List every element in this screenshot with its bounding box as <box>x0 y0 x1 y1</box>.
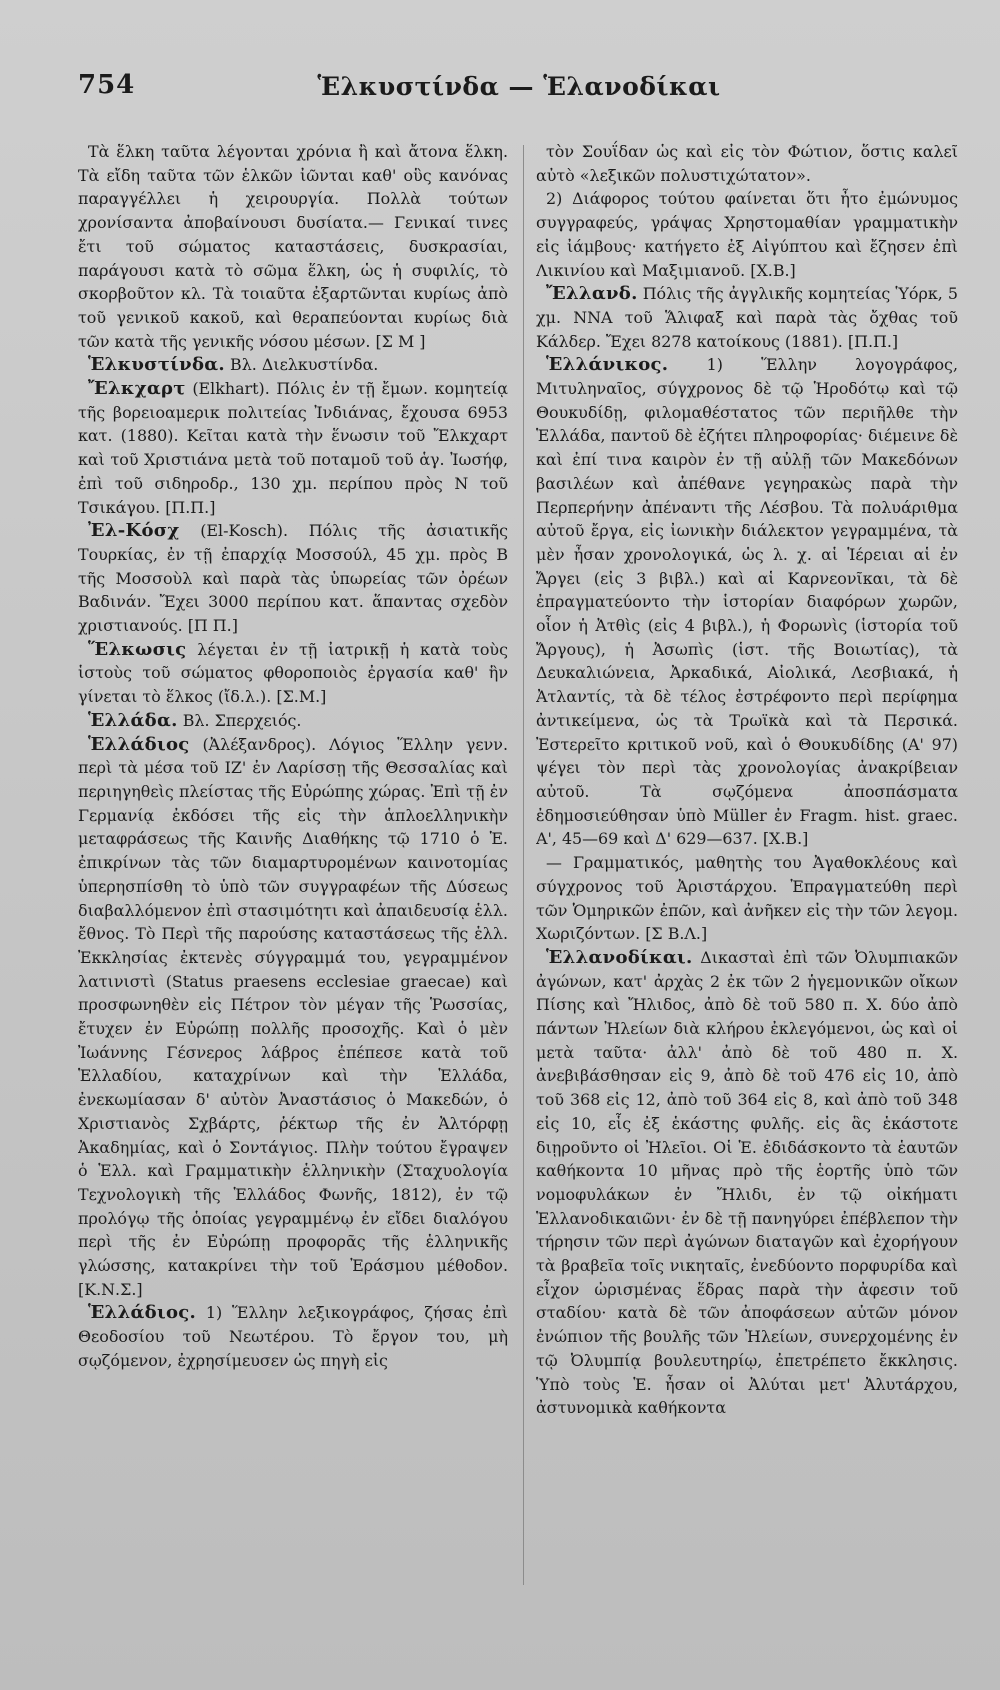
entry-headword: Ἕλκωσις <box>88 638 187 660</box>
entry-text: Πόλις τῆς ἀγγλικῆς κομητείας Ὑόρκ, 5 χμ. ΝΝΑ τοῦ Ἅλιφαξ καὶ παρὰ τὰς ὄχθας τοῦ Κάλδερ. Ἔχει 8278 κατοίκους (1881). <box>536 284 958 351</box>
entry-text: (El-Kosch). Πόλις τῆς ἀσιατικῆς Τουρκίας, ἐν τῇ ἐπαρχίᾳ Μοσσούλ, 45 χμ. πρὸς Β τῆς Μοσσοὺλ καὶ παρὰ τὰς ὑπωρείας τῶν ὀρέων Βαδινάν. Ἔχει 3000 περίπου κατ. ἅπαντας σχεδὸν χριστιανούς. <box>78 521 508 636</box>
entry-signature: [Π.Π.] <box>165 497 216 517</box>
page-header <box>78 70 960 110</box>
dictionary-entry <box>536 282 958 353</box>
dictionary-entry <box>78 1301 508 1372</box>
entry-headword: Ἑλλάδιος <box>88 733 190 755</box>
entry-signature: [Π.Π.] <box>847 331 899 351</box>
entry-signature: [Σ.Μ.] <box>276 687 327 707</box>
entry-text: (Ἀλέξανδρος). Λόγιος Ἕλλην γενν. περὶ τὰ μέσα τοῦ ΙΖ' ἐν Λαρίσσῃ τῆς Θεσσαλίας καὶ περιηγηθεὶς πλείστας τῆς Εὐρώπης χώρας. Ἐπὶ τῇ ἐν Γερμανίᾳ ἐκδόσει τῆς εἰς τὴν ἁπλοελληνικὴν μεταφράσεως τῆς Καινῆς Διαθήκης τῷ 1710 ὁ Ἑ. ἐπικρίνων τὰς τῶν διαμαρτυρομένων καινοτομίας ὑπερησπίσθη τὸ ὑπὸ τῶν συγγραφέων τῆς Δύσεως διαβαλλόμενον ἐπὶ στασιμότητι καὶ ἀπαιδευσίᾳ ἑλλ. ἔθνος. Τὸ Περὶ τῆς παρούσης καταστάσεως τῆς ἑλλ. Ἐκκλησίας ἐκτενὲς σύγγραμμά του, γεγραμμένον λατινιστὶ (Status praesens ecclesiae graecae) καὶ προσφωνηθὲν εἰς Πέτρον τὸν μέγαν τῆς Ῥωσσίας, ἔτυχεν ἐν Εὐρώπῃ πολλῆς προσοχῆς. Καὶ ὁ μὲν Ἰωάννης Γέσνερος λάβρος ἐπέπεσε κατὰ τοῦ Ἑλλαδίου, καταχρίνων καὶ τὴν Ἑλλάδα, ἐνεκωμίασαν δ' αὐτὸν Ἀναστάσιος ὁ Μακεδών, ὁ Χριστιανὸς Σχβάρτς, ῥέκτωρ τῆς ἐν Ἀλτόρφῃ Ἀκαδημίας, καὶ ὁ Σοντάγιος. Πλὴν τούτου ἔγραψεν ὁ Ἑλλ. καὶ Γραμματικὴν ἑλληνικὴν (Σταχυολογία Τεχνολογικὴ τῆς Ἑλλάδος Φωνῆς, 1812), ἐν τῷ προλόγῳ τῆς ὁποίας γεγραμμένῳ ἐν εἴδει διαλόγου περὶ τῆς ἐν Εὐρώπῃ προφορᾶς τῆς ἑλληνικῆς γλώσσης, κατακρίνει τὴν τοῦ Ἐράσμου μέθοδον. <box>78 734 508 1276</box>
page-number: 754 <box>78 70 136 100</box>
entry-headword: Ἔλκχαρτ <box>88 378 186 400</box>
entry-text: 1) Ἕλλην λογογράφος, Μιτυληναῖος, σύγχρονος δὲ τῷ Ἡροδότῳ καὶ τῷ Θουκυδίδῃ, φιλομαθέστατος τῶν περιῆλθε τὴν Ἑλλάδα, παντοῦ δὲ ἐζήτει πληροφορίας· διέμεινε δὲ καὶ ἐπί τινα καιρὸν ἐν τῇ αὐλῇ τῶν Μακεδόνων βασιλέων καὶ ἀπέθανε γεγηρακὼς παρὰ τὴν Περπερήνην ἀπέναντι τῆς Λέσβου. Τὰ πολυάριθμα αὐτοῦ ἔργα, εἰς ἰωνικὴν διάλεκτον γεγραμμένα, τὰ μὲν ἦσαν χρονολογικά, ὡς λ. χ. αἱ Ἱέρειαι αἱ ἐν Ἄργει (εἰς 3 βιβλ.) καὶ αἱ Καρνεονῖκαι, τὰ δὲ ἐπραγματεύοντο τὴν ἱστορίαν διαφόρων χωρῶν, οἷον ἡ Ἀτθὶς (εἰς 4 βιβλ.), ἡ Φορωνὶς (ἱστορία τοῦ Ἄργους), ἡ Ἀσωπὶς (ἱστ. τῆς Βοιωτίας), τὰ Δευκαλιώνεια, Ἀρκαδικά, Αἰολικά, Λεσβιακά, ἡ Ἀτλαντίς, τὰ δὲ τέλος ἐστρέφοντο περὶ περίφημα ἀντικείμενα, ὡς τὰ Τρωϊκὰ καὶ τὰ Περσικά. Ἐστερεῖτο κριτικοῦ νοῦ, καὶ ὁ Θουκυδίδης (Α' 97) ψέγει τὸν περὶ τὰς χρονολογίας ἀνακρίβειαν αὐτοῦ. Τὰ σῳζόμενα ἀποσπάσματα ἐδημοσιεύθησαν ὑπὸ Müller ἐν Fragm. hist. graec. Α', 45—69 καὶ Δ' 629—637. <box>536 355 958 849</box>
right-column <box>536 140 958 1660</box>
dictionary-entry <box>536 946 958 1420</box>
entry-text: Τὰ ἕλκη ταῦτα λέγονται χρόνια ἢ καὶ ἄτονα ἕλκη. Τὰ εἴδη ταῦτα τῶν ἑλκῶν ἰῶνται καθ' οὓς κανόνας παραγγέλλει ἡ χειρουργία. Πολλὰ τούτων χρονίσαντα ἀποβαίνουσι δυσίατα.— Γενικαί τινες ἔτι τοῦ σώματος καταστάσεις, δυσκρασίαι, παράγουσι κατὰ τὸ σῶμα ἕλκη, ὡς ἡ συφιλίς, τὸ σκορβοῦτον κλ. Τὰ τοιαῦτα ἐξαρτῶνται κυρίως ἀπὸ τοῦ γενικοῦ κακοῦ, καὶ θεραπεύονται κυρίως διὰ τῶν κατὰ τῆς γενικῆς νόσου μέσων. <box>78 142 508 351</box>
entry-signature: [Π Π.] <box>187 616 238 636</box>
entry-text: τὸν Σουΐδαν ὡς καὶ εἰς τὸν Φώτιον, ὅστις καλεῖ αὐτὸ «λεξικῶν πολυστιχώτατον». <box>536 142 958 185</box>
dictionary-entry <box>536 353 958 851</box>
entry-text: Βλ. Διελκυστίνδα. <box>230 355 379 375</box>
entry-signature: [Χ.Β.] <box>750 260 796 280</box>
dictionary-entry <box>78 140 508 353</box>
entry-text: 1) Ἕλλην λεξικογράφος, ζήσας ἐπὶ Θεοδοσίου τοῦ Νεωτέρου. Τὸ ἔργον του, μὴ σῳζόμενον, ἐχρησίμευσεν ὡς πηγὴ εἰς <box>78 1303 508 1370</box>
entry-headword: Ἔλλανδ. <box>546 283 638 305</box>
entry-signature: [Κ.Ν.Σ.] <box>78 1279 143 1299</box>
text-columns <box>78 140 958 1660</box>
entry-signature: [Χ.Β.] <box>762 829 809 849</box>
dictionary-entry <box>78 353 508 377</box>
entry-text: (Elkhart). Πόλις ἐν τῇ ἔμων. κομητείᾳ τῆς βορειοαμερικ πολιτείας Ἰνδιάνας, ἔχουσα 6953 κατ. (1880). Κεῖται κατὰ τὴν ἕνωσιν τοῦ Ἔλκχαρτ καὶ τοῦ Χριστιάνα μετὰ τοῦ ποταμοῦ τοῦ ἁγ. Ἰωσήφ, ἐπὶ τοῦ σιδηροδρ., 130 χμ. περίπου πρὸς Ν τοῦ Τσικάγου. <box>78 379 508 517</box>
entry-signature: [Σ Μ ] <box>375 331 426 351</box>
dictionary-entry <box>78 733 508 1302</box>
entry-headword: Ἑλλάδα. <box>88 709 178 731</box>
entry-headword: Ἑλλάνικος. <box>546 354 669 376</box>
running-head: Ἑλκυστίνδα — Ἑλανοδίκαι <box>317 72 721 101</box>
dictionary-entry <box>536 851 958 946</box>
entry-headword: Ἑλλανοδίκαι. <box>546 946 693 968</box>
entry-text: λέγεται ἐν τῇ ἰατρικῇ ἡ κατὰ τοὺς ἱστοὺς τοῦ σώματος φθοροποιὸς ἐργασία καθ' ἣν γίνεται τὸ ἕλκος (ἴδ.λ.). <box>78 639 508 707</box>
dictionary-entry <box>536 140 958 187</box>
entry-text: 2) Διάφορος τούτου φαίνεται ὅτι ἦτο ἐμώνυμος συγγραφεύς, γράψας Χρηστομαθίαν γραμματικὴν εἰς ἰάμβους· κατήγετο ἐξ Αἰγύπτου καὶ ἔζησεν ἐπὶ Λικινίου καὶ Μαξιμιανοῦ. <box>536 189 958 280</box>
dictionary-entry <box>78 709 508 733</box>
entry-text: Δικασταὶ ἐπὶ τῶν Ὀλυμπιακῶν ἀγώνων, κατ' ἀρχὰς 2 ἐκ τῶν 2 ἡγεμονικῶν οἴκων Πίσης καὶ Ἤλιδος, ἀπὸ δὲ τοῦ 580 π. Χ. δύο ἀπὸ πάντων Ἠλείων διὰ κλήρου ἐκλεγόμενοι, ὡς καὶ οἱ μετὰ ταῦτα· ἀλλ' ἀπὸ δὲ τοῦ 480 π. Χ. ἀνεβιβάσθησαν εἰς 9, ἀπὸ δὲ τοῦ 476 εἰς 10, ἀπὸ τοῦ 368 εἰς 12, ἀπὸ τοῦ 364 εἰς 8, καὶ ἀπὸ τοῦ 348 εἰς 10, εἷς ἐξ ἑκάστης φυλῆς. εἰς ἃς ἑκάστοτε διῃροῦντο οἱ Ἠλεῖοι. Οἱ Ἑ. ἐδιδάσκοντο τὰ ἑαυτῶν καθήκοντα 10 μῆνας πρὸ τῆς ἑορτῆς ὑπὸ τῶν νομοφυλάκων ἐν Ἤλιδι, ἐν τῷ οἰκήματι Ἑλλανοδικαιῶνι· ἐν δὲ τῇ πανηγύρει ἐπέβλεπον τὴν τήρησιν τῶν περὶ ἀγώνων διαταγῶν καὶ ἐχορήγουν τὰ βραβεῖα τοῖς νικηταῖς, ἐνεδύοντο πορφυρίδα καὶ εἶχον ὡρισμένας ἕδρας παρὰ τὴν ἀφεσιν τοῦ σταδίου· κατὰ δὲ τῶν ἀποφάσεων αὐτῶν μόνον ἐνώπιον τῆς βουλῆς τῶν Ἠλείων, συνερχομένης ἐν τῷ Ὀλυμπίᾳ βουλευτηρίῳ, ἐπετρέπετο ἔκκλησις. Ὑπὸ τοὺς Ἑ. ἦσαν οἱ Ἀλύται μετ' Ἀλυτάρχου, ἀστυνομικὰ καθήκοντα <box>536 947 958 1418</box>
entry-headword: Ἐλ-Κόσχ <box>88 520 180 542</box>
dictionary-entry <box>78 377 508 519</box>
dictionary-entry <box>78 638 508 709</box>
entry-text: Βλ. Σπερχειός. <box>182 710 302 730</box>
entry-signature: [Σ Β.Λ.] <box>645 924 708 944</box>
left-column <box>78 140 508 1660</box>
entry-headword: Ἑλλάδιος. <box>88 1302 197 1324</box>
dictionary-entry <box>78 519 508 638</box>
dictionary-entry <box>536 187 958 282</box>
entry-text: — Γραμματικός, μαθητὴς του Ἀγαθοκλέους καὶ σύγχρονος τοῦ Ἀριστάρχου. Ἐπραγματεύθη περὶ τῶν Ὁμηρικῶν ἐπῶν, καὶ ἀνῆκεν εἰς τὴν τῶν λεγομ. Χωριζόντων. <box>536 853 958 944</box>
entry-headword: Ἑλκυστίνδα. <box>88 354 225 376</box>
